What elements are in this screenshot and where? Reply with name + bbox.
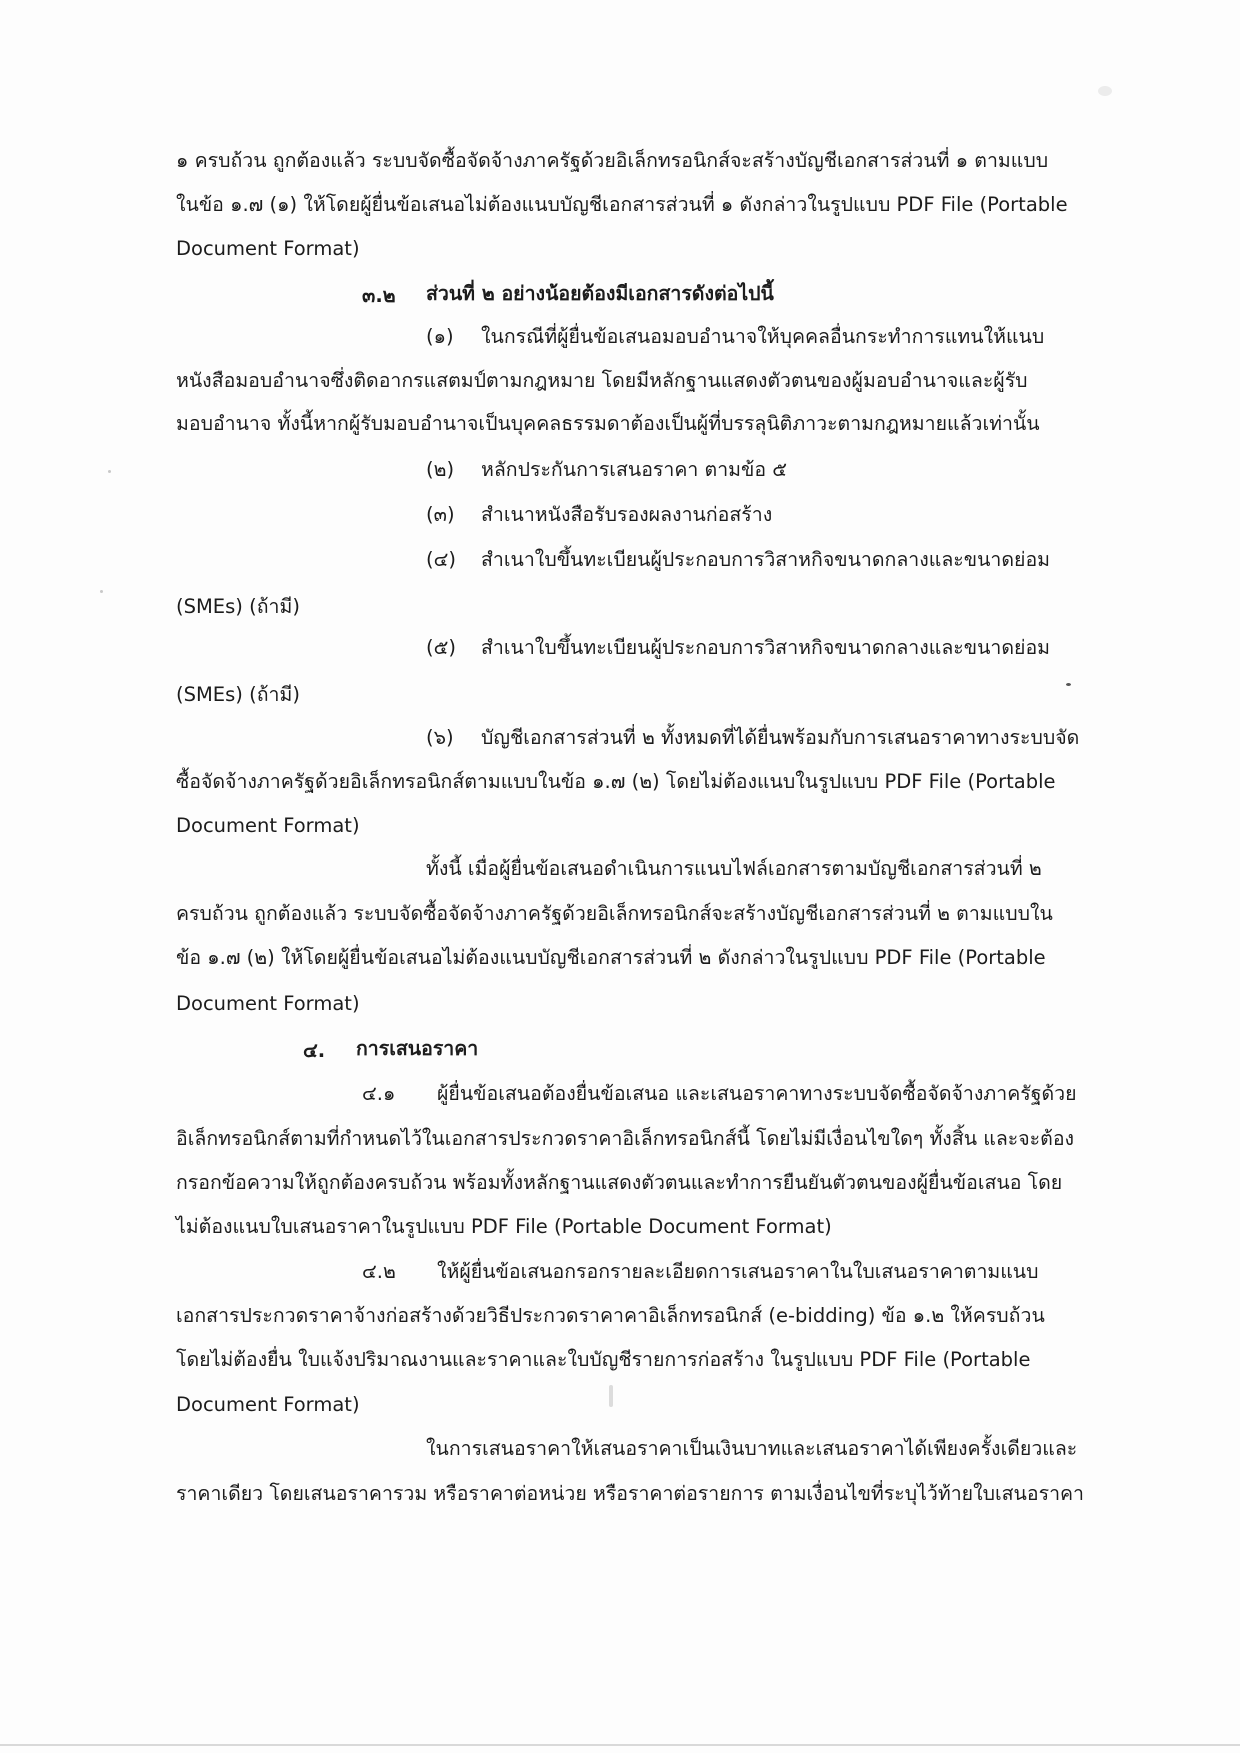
body-line: Document Format) — [176, 237, 360, 260]
body-line: ราคาเดียว โดยเสนอราคารวม หรือราคาต่อหน่วย หรือราคาต่อรายการ ตามเงื่อนไขที่ระบุไว้ท้ายใบเสนอราคา — [176, 1482, 1085, 1505]
list-item-text: มอบอำนาจ ทั้งนี้หากผู้รับมอบอำนาจเป็นบุคคลธรรมดาต้องเป็นผู้ที่บรรลุนิติภาวะตามกฎหมายแล้วเท่านั้น — [176, 412, 1040, 435]
list-item-text: กรอกข้อความให้ถูกต้องครบถ้วน พร้อมทั้งหลักฐานแสดงตัวตนและทำการยืนยันตัวตนของผู้ยื่นข้อเสนอ โดย — [176, 1171, 1063, 1194]
list-item-text: สำเนาใบขึ้นทะเบียนผู้ประกอบการวิสาหกิจขนาดกลางและขนาดย่อม — [481, 636, 1051, 659]
list-item-text: ไม่ต้องแนบใบเสนอราคาในรูปแบบ PDF File (Portable Document Format) — [176, 1215, 832, 1238]
list-item-text: ซื้อจัดจ้างภาครัฐด้วยอิเล็กทรอนิกส์ตามแบบในข้อ ๑.๗ (๒) โดยไม่ต้องแนบในรูปแบบ PDF File (Portable — [176, 770, 1056, 793]
list-item-text: หลักประกันการเสนอราคา ตามข้อ ๕ — [481, 458, 787, 481]
section-heading: การเสนอราคา — [356, 1037, 479, 1060]
list-item-text: หนังสือมอบอำนาจซึ่งติดอากรแสตมป์ตามกฎหมาย โดยมีหลักฐานแสดงตัวตนของผู้มอบอำนาจและผู้รับ — [176, 369, 1028, 392]
note-text: ครบถ้วน ถูกต้องแล้ว ระบบจัดซื้อจัดจ้างภาครัฐด้วยอิเล็กทรอนิกส์จะสร้างบัญชีเอกสารส่วนที่ ๒ ตามแบบใน — [176, 902, 1053, 925]
note-text: Document Format) — [176, 992, 360, 1015]
list-item-number: (๒) — [426, 458, 455, 481]
scan-artifact — [609, 1385, 613, 1407]
list-item-text: (SMEs) (ถ้ามี) — [176, 595, 300, 618]
list-item-text: Document Format) — [176, 1393, 360, 1416]
list-item-text: ในกรณีที่ผู้ยื่นข้อเสนอมอบอำนาจให้บุคคลอื่นกระทำการแทนให้แนบ — [481, 325, 1045, 348]
body-line: ในการเสนอราคาให้เสนอราคาเป็นเงินบาทและเสนอราคาได้เพียงครั้งเดียวและ — [426, 1437, 1078, 1460]
list-item-text: (SMEs) (ถ้ามี) — [176, 683, 300, 706]
body-line: ๑ ครบถ้วน ถูกต้องแล้ว ระบบจัดซื้อจัดจ้างภาครัฐด้วยอิเล็กทรอนิกส์จะสร้างบัญชีเอกสารส่วนที่ ๑ ตามแบบ — [176, 149, 1049, 172]
scan-edge — [0, 1744, 1240, 1746]
scan-artifact — [1066, 683, 1071, 686]
list-item-number: (๔) — [426, 548, 456, 571]
section-heading: ส่วนที่ ๒ อย่างน้อยต้องมีเอกสารดังต่อไปนี้ — [426, 282, 774, 305]
list-item-text: ผู้ยื่นข้อเสนอต้องยื่นข้อเสนอ และเสนอราคาทางระบบจัดซื้อจัดจ้างภาครัฐด้วย — [437, 1082, 1077, 1105]
list-item-text: Document Format) — [176, 814, 360, 837]
list-item-text: สำเนาใบขึ้นทะเบียนผู้ประกอบการวิสาหกิจขนาดกลางและขนาดย่อม — [481, 548, 1051, 571]
note-text: ข้อ ๑.๗ (๒) ให้โดยผู้ยื่นข้อเสนอไม่ต้องแนบบัญชีเอกสารส่วนที่ ๒ ดังกล่าวในรูปแบบ PDF File (Portable — [176, 946, 1046, 969]
list-item-number: (๑) — [426, 325, 454, 348]
section-number: ๔. — [303, 1039, 326, 1062]
list-item-text: อิเล็กทรอนิกส์ตามที่กำหนดไว้ในเอกสารประกวดราคาอิเล็กทรอนิกส์นี้ โดยไม่มีเงื่อนไขใดๆ ทั้งสิ้น และจะต้อง — [176, 1127, 1075, 1150]
list-item-text: โดยไม่ต้องยื่น ใบแจ้งปริมาณงานและราคาและใบบัญชีรายการก่อสร้าง ในรูปแบบ PDF File (Portable — [176, 1348, 1031, 1371]
list-item-number: (๓) — [426, 503, 455, 526]
scan-artifact — [1098, 86, 1112, 96]
list-item-text: บัญชีเอกสารส่วนที่ ๒ ทั้งหมดที่ได้ยื่นพร้อมกับการเสนอราคาทางระบบจัด — [481, 726, 1080, 749]
section-number: ๓.๒ — [362, 284, 396, 307]
scan-artifact — [100, 590, 103, 593]
list-item-number: ๔.๒ — [362, 1260, 396, 1283]
list-item-text: ให้ผู้ยื่นข้อเสนอกรอกรายละเอียดการเสนอราคาในใบเสนอราคาตามแนบ — [437, 1260, 1039, 1283]
list-item-number: (๕) — [426, 636, 456, 659]
list-item-number: (๖) — [426, 726, 454, 749]
scan-artifact — [108, 470, 111, 473]
list-item-text: สำเนาหนังสือรับรองผลงานก่อสร้าง — [481, 503, 773, 526]
list-item-number: ๔.๑ — [362, 1082, 396, 1105]
note-text: ทั้งนี้ เมื่อผู้ยื่นข้อเสนอดำเนินการแนบไฟล์เอกสารตามบัญชีเอกสารส่วนที่ ๒ — [426, 857, 1042, 880]
body-line: ในข้อ ๑.๗ (๑) ให้โดยผู้ยื่นข้อเสนอไม่ต้องแนบบัญชีเอกสารส่วนที่ ๑ ดังกล่าวในรูปแบบ PDF File (Portable — [176, 193, 1068, 216]
list-item-text: เอกสารประกวดราคาจ้างก่อสร้างด้วยวิธีประกวดราคาคาอิเล็กทรอนิกส์ (e-bidding) ข้อ ๑.๒ ให้ครบถ้วน — [176, 1304, 1045, 1327]
